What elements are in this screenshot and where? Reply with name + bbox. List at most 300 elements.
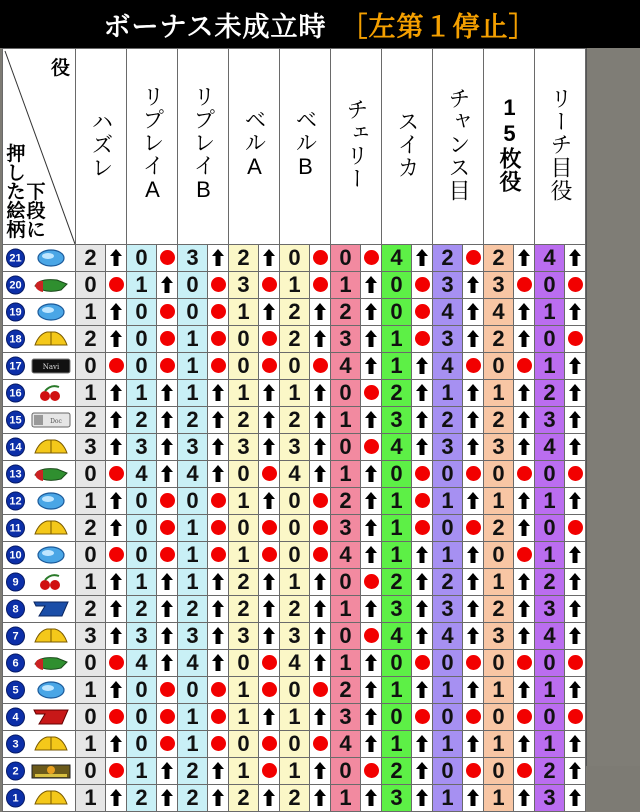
stop-dot-icon (160, 250, 175, 265)
stop-dot-icon (466, 466, 481, 481)
stop-dot-icon (415, 277, 430, 292)
slip-count-cell: 0 (280, 515, 310, 542)
marker-cell (259, 272, 280, 299)
marker-cell (463, 596, 484, 623)
reel-position-badge: 3 (6, 735, 25, 754)
marker-cell (310, 758, 331, 785)
marker-cell (514, 596, 535, 623)
marker-cell (310, 488, 331, 515)
stop-dot-icon (568, 655, 583, 670)
marker-cell (157, 542, 178, 569)
slip-count-cell: 0 (229, 731, 259, 758)
marker-cell (310, 650, 331, 677)
slip-count-cell: 3 (280, 623, 310, 650)
stop-dot-icon (160, 709, 175, 724)
slip-count-cell: 1 (76, 731, 106, 758)
slip-count-cell: 0 (433, 704, 463, 731)
stop-dot-icon (262, 547, 277, 562)
slip-count-cell: 1 (331, 272, 361, 299)
marker-cell (157, 272, 178, 299)
slip-count-cell: 0 (484, 353, 514, 380)
slip-count-cell: 2 (229, 407, 259, 434)
column-header-4 (229, 49, 280, 245)
arrow-up-icon (365, 600, 377, 617)
stop-dot-icon (415, 331, 430, 346)
stop-dot-icon (160, 304, 175, 319)
reel-position-badge: 13 (6, 465, 25, 484)
arrow-up-icon (518, 330, 530, 347)
arrow-up-icon (365, 708, 377, 725)
slip-count-cell: 2 (433, 569, 463, 596)
arrow-up-icon (263, 573, 275, 590)
arrow-up-icon (365, 276, 377, 293)
marker-cell (412, 623, 433, 650)
slip-count-cell: 1 (76, 488, 106, 515)
stop-dot-icon (517, 277, 532, 292)
marker-cell (310, 542, 331, 569)
slip-count-cell: 0 (331, 434, 361, 461)
marker-cell (157, 353, 178, 380)
arrow-up-icon (110, 735, 122, 752)
marker-cell (514, 623, 535, 650)
marker-cell (514, 677, 535, 704)
slip-count-cell: 1 (535, 488, 565, 515)
arrow-up-icon (569, 735, 581, 752)
marker-cell (259, 758, 280, 785)
slip-count-cell: 1 (433, 542, 463, 569)
slip-count-cell: 1 (535, 299, 565, 326)
slip-count-cell: 3 (535, 407, 565, 434)
column-header-label: ベルB (293, 108, 318, 180)
reel-position-badge: 18 (6, 330, 25, 349)
arrow-up-icon (365, 519, 377, 536)
symbol-cell (3, 677, 76, 704)
slip-count-cell: 0 (433, 758, 463, 785)
marker-cell (208, 272, 229, 299)
arrow-up-icon (365, 789, 377, 806)
marker-cell (412, 434, 433, 461)
slip-count-cell: 0 (382, 704, 412, 731)
slip-count-cell: 0 (127, 245, 157, 272)
table-row (3, 461, 586, 488)
stop-dot-icon (568, 331, 583, 346)
marker-cell (565, 299, 586, 326)
slip-count-cell: 1 (331, 650, 361, 677)
marker-cell (361, 299, 382, 326)
slip-count-cell: 1 (76, 569, 106, 596)
arrow-up-icon (467, 276, 479, 293)
replay-symbol-icon (31, 492, 71, 510)
marker-cell (310, 353, 331, 380)
marker-cell (412, 461, 433, 488)
slip-count-cell: 2 (76, 407, 106, 434)
label-char: に (26, 220, 46, 241)
marker-cell (106, 542, 127, 569)
marker-cell (157, 326, 178, 353)
arrow-up-icon (110, 411, 122, 428)
marker-cell (208, 758, 229, 785)
slip-count-cell: 2 (280, 299, 310, 326)
marker-cell (361, 353, 382, 380)
stop-dot-icon (466, 358, 481, 373)
slip-count-cell: 1 (382, 488, 412, 515)
marker-cell (514, 380, 535, 407)
stop-dot-icon (466, 655, 481, 670)
marker-cell (259, 623, 280, 650)
marker-cell (310, 245, 331, 272)
marker-cell (259, 542, 280, 569)
arrow-up-icon (518, 492, 530, 509)
slip-count-cell: 1 (280, 380, 310, 407)
slip-count-cell: 2 (229, 569, 259, 596)
marker-cell (565, 731, 586, 758)
slip-count-cell: 1 (484, 488, 514, 515)
marker-cell (106, 488, 127, 515)
slip-count-cell: 0 (331, 380, 361, 407)
marker-cell (565, 596, 586, 623)
symbol-cell (3, 245, 76, 272)
replay-symbol-icon (31, 303, 71, 321)
arrow-up-icon (569, 789, 581, 806)
marker-cell (259, 353, 280, 380)
marker-cell (106, 704, 127, 731)
arrow-up-icon (518, 681, 530, 698)
arrow-up-icon (314, 465, 326, 482)
marker-cell (157, 677, 178, 704)
slip-count-cell: 4 (433, 623, 463, 650)
marker-cell (157, 515, 178, 542)
arrow-up-icon (518, 384, 530, 401)
stop-dot-icon (211, 331, 226, 346)
arrow-up-icon (416, 573, 428, 590)
symbol-cell (3, 758, 76, 785)
marker-cell (259, 704, 280, 731)
marker-cell (157, 299, 178, 326)
arrow-up-icon (212, 438, 224, 455)
stop-dot-icon (160, 520, 175, 535)
reel-position-badge: 19 (6, 303, 25, 322)
slip-count-cell: 1 (484, 677, 514, 704)
table-row (3, 407, 586, 434)
arrow-up-icon (518, 600, 530, 617)
slip-count-cell: 2 (280, 407, 310, 434)
marker-cell (310, 380, 331, 407)
arrow-up-icon (467, 411, 479, 428)
marker-cell (106, 623, 127, 650)
marker-cell (361, 596, 382, 623)
marker-cell (412, 488, 433, 515)
marker-cell (463, 704, 484, 731)
slip-count-cell: 1 (178, 731, 208, 758)
slip-count-cell: 2 (331, 677, 361, 704)
arrow-up-icon (416, 249, 428, 266)
arrow-up-icon (110, 789, 122, 806)
slip-count-cell: 4 (535, 434, 565, 461)
marker-cell (361, 488, 382, 515)
reel-position-badge: 14 (6, 438, 25, 457)
symbol-cell (3, 704, 76, 731)
marker-cell (565, 488, 586, 515)
role-axis-label: 役 (50, 58, 70, 79)
slip-count-cell: 0 (127, 488, 157, 515)
arrow-up-icon (263, 411, 275, 428)
slip-count-cell: 0 (76, 650, 106, 677)
table-row (3, 542, 586, 569)
marker-cell (208, 623, 229, 650)
marker-cell (106, 596, 127, 623)
marker-cell (412, 407, 433, 434)
symbol-cell (3, 461, 76, 488)
marker-cell (463, 785, 484, 812)
slip-count-cell: 1 (127, 758, 157, 785)
slip-count-cell: 0 (280, 245, 310, 272)
slip-count-cell: 2 (280, 596, 310, 623)
marker-cell (106, 272, 127, 299)
marker-cell (412, 272, 433, 299)
slip-count-cell: 0 (178, 272, 208, 299)
slip-count-cell: 0 (178, 677, 208, 704)
marker-cell (310, 569, 331, 596)
marker-cell (361, 542, 382, 569)
reel-position-badge: 12 (6, 492, 25, 511)
slip-count-cell: 4 (331, 542, 361, 569)
arrow-up-icon (314, 627, 326, 644)
arrow-up-icon (314, 762, 326, 779)
slip-count-cell: 0 (178, 299, 208, 326)
symbol-cell (3, 353, 76, 380)
marker-cell (259, 380, 280, 407)
arrow-up-icon (314, 789, 326, 806)
slip-count-cell: 1 (280, 272, 310, 299)
marker-cell (463, 461, 484, 488)
marker-cell (565, 704, 586, 731)
stop-dot-icon (415, 655, 430, 670)
marker-cell (361, 758, 382, 785)
column-header-1 (76, 49, 127, 245)
column-header-label: リーチ目役 (548, 86, 573, 202)
marker-cell (259, 569, 280, 596)
marker-cell (565, 353, 586, 380)
slip-count-cell: 0 (535, 515, 565, 542)
arrow-up-icon (263, 438, 275, 455)
arrow-up-icon (518, 411, 530, 428)
marker-cell (208, 542, 229, 569)
stop-dot-icon (364, 250, 379, 265)
arrow-up-icon (416, 600, 428, 617)
arrow-up-icon (212, 627, 224, 644)
stop-dot-icon (313, 250, 328, 265)
slip-count-cell: 0 (484, 758, 514, 785)
arrow-up-icon (569, 762, 581, 779)
stop-dot-icon (211, 709, 226, 724)
arrow-up-icon (314, 708, 326, 725)
slip-count-cell: 1 (280, 704, 310, 731)
marker-cell (106, 515, 127, 542)
marker-cell (412, 245, 433, 272)
arrow-up-icon (365, 681, 377, 698)
slip-count-cell: 3 (127, 434, 157, 461)
stop-dot-icon (517, 709, 532, 724)
slip-count-cell: 1 (178, 380, 208, 407)
marker-cell (208, 704, 229, 731)
column-header-label: ベルA (242, 108, 267, 180)
slip-count-cell: 2 (127, 407, 157, 434)
slip-count-cell: 1 (178, 326, 208, 353)
slip-count-cell: 1 (178, 353, 208, 380)
slip-count-cell: 0 (127, 677, 157, 704)
arrow-up-icon (110, 438, 122, 455)
marker-cell (463, 434, 484, 461)
marker-cell (361, 785, 382, 812)
slip-count-cell: 4 (484, 299, 514, 326)
marker-cell (106, 407, 127, 434)
marker-cell (565, 623, 586, 650)
marker-cell (208, 569, 229, 596)
stop-dot-icon (313, 277, 328, 292)
table-row (3, 515, 586, 542)
arrow-up-icon (416, 546, 428, 563)
slip-count-cell: 2 (382, 569, 412, 596)
marker-cell (361, 677, 382, 704)
arrow-up-icon (212, 411, 224, 428)
slip-count-cell: 1 (331, 461, 361, 488)
stop-dot-icon (262, 331, 277, 346)
stop-dot-icon (568, 520, 583, 535)
stop-dot-icon (517, 358, 532, 373)
slip-count-cell: 0 (76, 272, 106, 299)
table-row (3, 731, 586, 758)
arrow-up-icon (416, 762, 428, 779)
slip-count-cell: 1 (127, 569, 157, 596)
marker-cell (259, 461, 280, 488)
marker-cell (463, 407, 484, 434)
stop-dot-icon (262, 736, 277, 751)
column-header-label: スイカ (395, 109, 420, 179)
column-header-label: 15枚役 (497, 95, 522, 193)
title-bar (0, 0, 640, 48)
marker-cell (514, 758, 535, 785)
symbol-cell (3, 272, 76, 299)
slip-count-cell: 2 (433, 407, 463, 434)
slip-count-cell: 3 (331, 515, 361, 542)
arrow-up-icon (416, 681, 428, 698)
reel-position-badge: 7 (6, 627, 25, 646)
table-row (3, 245, 586, 272)
slip-count-cell: 0 (484, 542, 514, 569)
slip-count-cell: 3 (433, 596, 463, 623)
marker-cell (157, 488, 178, 515)
stop-dot-icon (262, 466, 277, 481)
slip-count-cell: 1 (178, 569, 208, 596)
marker-cell (259, 515, 280, 542)
stop-dot-icon (466, 520, 481, 535)
stop-dot-icon (211, 304, 226, 319)
stop-dot-icon (415, 520, 430, 535)
reel-position-badge: 6 (6, 654, 25, 673)
slip-count-cell: 1 (178, 515, 208, 542)
slip-count-cell: 3 (535, 785, 565, 812)
slip-count-cell: 4 (433, 353, 463, 380)
slip-count-cell: 2 (535, 569, 565, 596)
marker-cell (412, 677, 433, 704)
stop-dot-icon (364, 385, 379, 400)
slip-count-cell: 0 (280, 542, 310, 569)
arrow-up-icon (314, 573, 326, 590)
marker-cell (463, 245, 484, 272)
arrow-up-icon (314, 438, 326, 455)
header-row (3, 49, 586, 245)
marker-cell (259, 434, 280, 461)
arrow-up-icon (467, 735, 479, 752)
pressed-symbol-label (6, 145, 26, 240)
arrow-up-icon (569, 411, 581, 428)
column-header-3 (178, 49, 229, 245)
slip-count-cell: 2 (229, 245, 259, 272)
replay-symbol-icon (31, 546, 71, 564)
stop-dot-icon (415, 493, 430, 508)
arrow-up-icon (569, 438, 581, 455)
marker-cell (259, 596, 280, 623)
marker-cell (310, 596, 331, 623)
stop-dot-icon (466, 709, 481, 724)
stop-dot-icon (364, 628, 379, 643)
slip-count-cell: 1 (76, 677, 106, 704)
marker-cell (106, 461, 127, 488)
marker-cell (208, 515, 229, 542)
marker-cell (157, 434, 178, 461)
arrow-up-icon (110, 600, 122, 617)
marker-cell (514, 731, 535, 758)
marker-cell (157, 758, 178, 785)
marker-cell (310, 407, 331, 434)
slip-count-cell: 0 (433, 650, 463, 677)
slip-count-cell: 4 (382, 245, 412, 272)
slip-count-cell: 3 (433, 326, 463, 353)
arrow-up-icon (569, 546, 581, 563)
slip-count-cell: 1 (535, 542, 565, 569)
marker-cell (310, 515, 331, 542)
reel-control-table (2, 48, 586, 810)
slip-count-cell: 0 (331, 569, 361, 596)
bell-symbol-icon (31, 627, 71, 645)
slip-count-cell: 0 (178, 488, 208, 515)
marker-cell (310, 272, 331, 299)
watermelon-symbol-icon (31, 276, 71, 294)
slip-count-cell: 1 (382, 353, 412, 380)
arrow-up-icon (161, 600, 173, 617)
marker-cell (361, 245, 382, 272)
arrow-up-icon (416, 357, 428, 374)
slip-count-cell: 3 (433, 272, 463, 299)
reel-position-badge: 4 (6, 708, 25, 727)
marker-cell (565, 272, 586, 299)
marker-cell (157, 785, 178, 812)
slip-count-cell: 2 (535, 758, 565, 785)
slip-count-cell: 0 (484, 704, 514, 731)
marker-cell (259, 407, 280, 434)
marker-cell (361, 272, 382, 299)
slip-count-cell: 1 (280, 758, 310, 785)
bell-symbol-icon (31, 519, 71, 537)
marker-cell (412, 785, 433, 812)
symbol-cell (3, 407, 76, 434)
marker-cell (259, 326, 280, 353)
label-char: 段 (26, 201, 46, 222)
slip-count-cell: 1 (331, 407, 361, 434)
marker-cell (514, 488, 535, 515)
slip-count-cell: 0 (535, 650, 565, 677)
reel-position-badge: 2 (6, 762, 25, 781)
